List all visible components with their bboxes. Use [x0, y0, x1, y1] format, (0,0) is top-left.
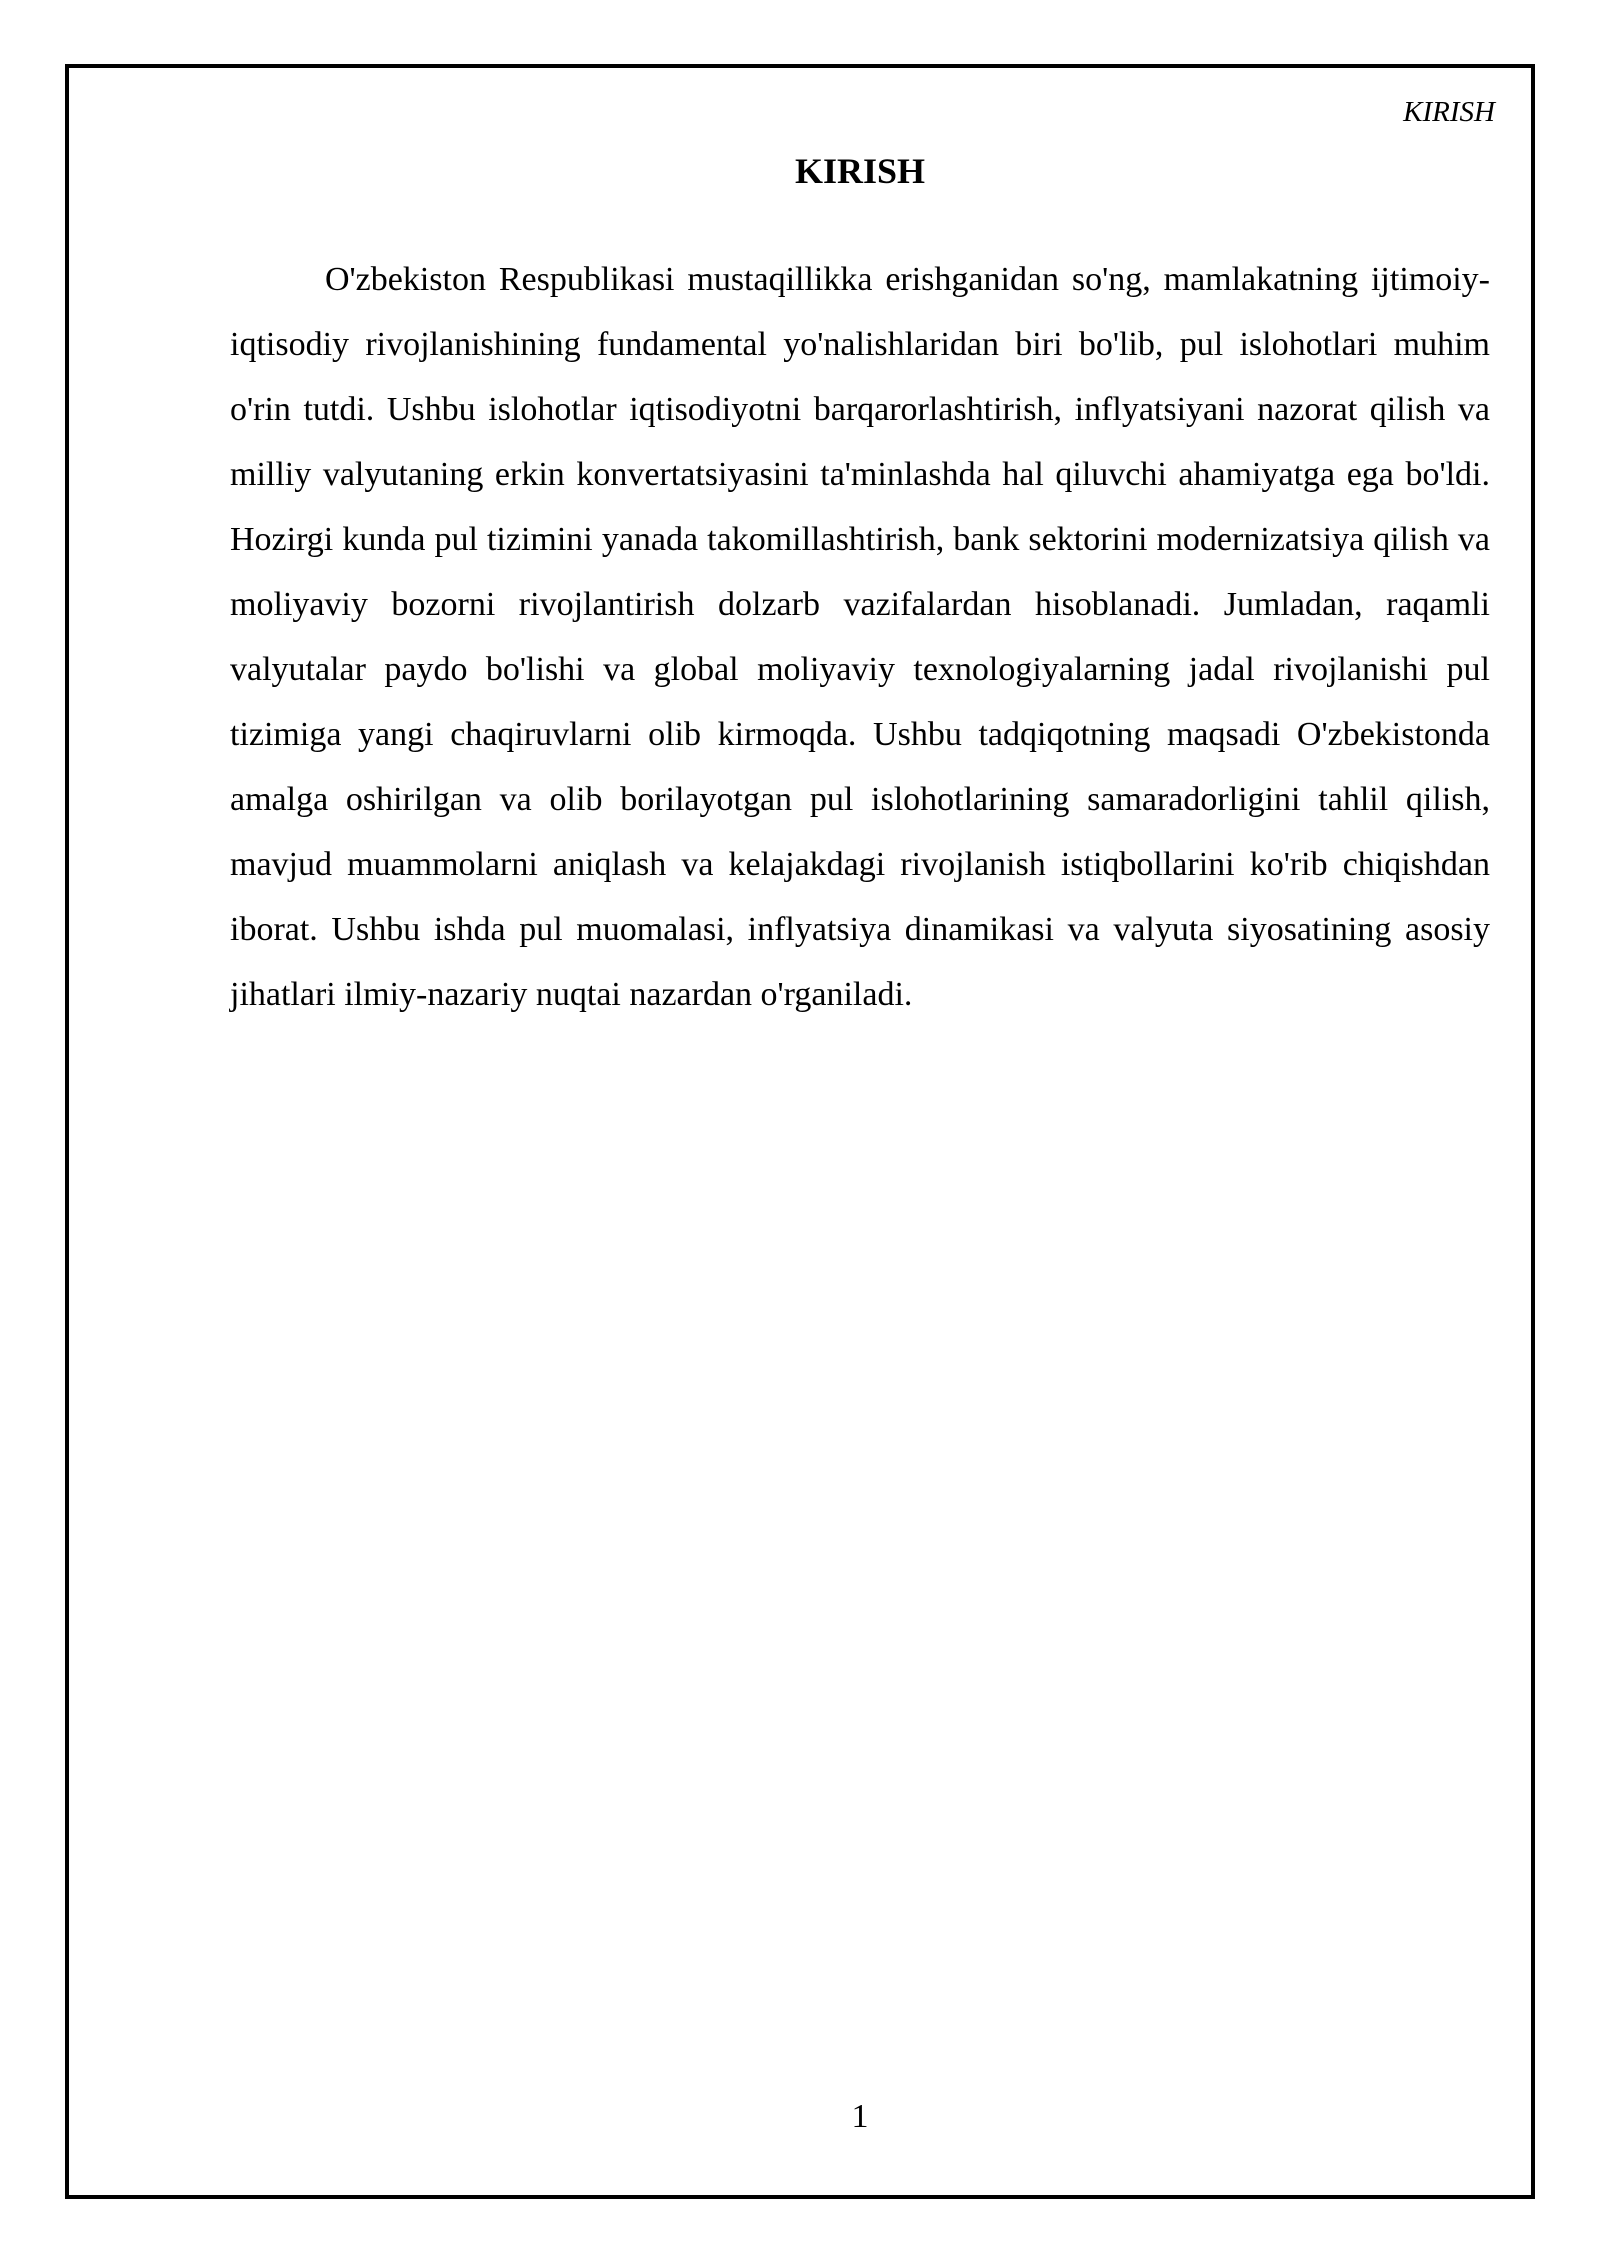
- page-number: 1: [851, 2098, 869, 2135]
- running-header: KIRISH: [1403, 96, 1495, 128]
- page-title: KIRISH: [794, 151, 926, 191]
- body-paragraph: O'zbekiston Respublikasi mustaqillikka erishganidan so'ng, mamlakatning ijtimoiy-iqtisodiy rivojlanishining fundamental yo'nalishlaridan biri bo'lib, pul islohotlari muhim o'rin tutdi. Ushbu islohotlar iqtisodiyotni barqarorlashtirish, inflyatsiyani nazorat qilish va milliy valyutaning erkin konvertatsiyasini ta'minlashda hal qiluvchi ahamiyatga ega bo'ldi. Hozirgi kunda pul tizimini yanada takomillashtirish, bank sektorini modernizatsiya qilish va moliyaviy bozorni rivojlantirish dolzarb vazifalardan hisoblanadi. Jumladan, raqamli valyutalar paydo bo'lishi va global moliyaviy texnologiyalarning jadal rivojlanishi pul tizimiga yangi chaqiruvlarni olib kirmoqda. Ushbu tadqiqotning maqsadi O'zbekistonda amalga oshirilgan va olib borilayotgan pul islohotlarining samaradorligini tahlil qilish, mavjud muammolarni aniqlash va kelajakdagi rivojlanish istiqbollarini ko'rib chiqishdan iborat. Ushbu ishda pul muomalasi, inflyatsiya dinamikasi va valyuta siyosatining asosiy jihatlari ilmiy-nazariy nuqtai nazardan o'rganiladi.: [230, 261, 1490, 1013]
